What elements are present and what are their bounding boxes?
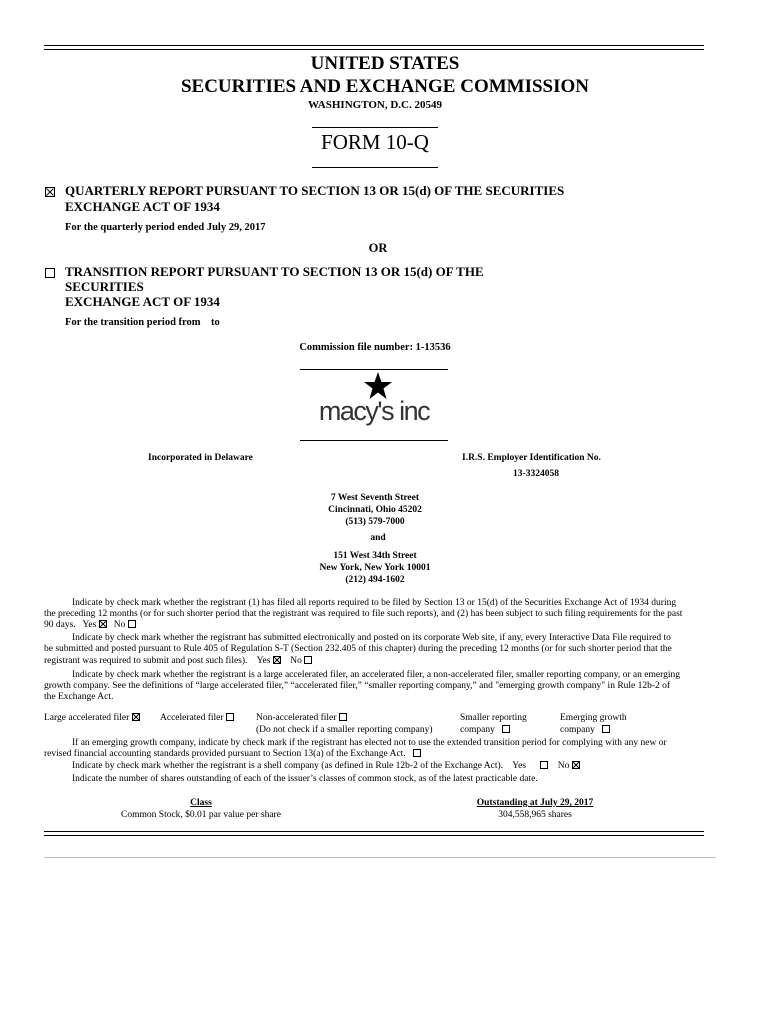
address2-city: New York, New York 10001 xyxy=(319,563,431,573)
commission-file-number: Commission file number: 1-13536 xyxy=(299,342,451,353)
para2-line-3-text: registrant was required to submit and post such files). xyxy=(44,656,248,666)
title-line-2: SECURITIES AND EXCHANGE COMMISSION xyxy=(180,76,590,97)
para1-no-checkbox[interactable] xyxy=(128,620,136,628)
top-rule-1 xyxy=(44,45,704,46)
transition-line-1: TRANSITION REPORT PURSUANT TO SECTION 13 OR 15(d) OF THE xyxy=(65,264,484,279)
form-title: FORM 10-Q xyxy=(321,130,429,154)
location: WASHINGTON, D.C. 20549 xyxy=(308,99,442,111)
class-header: Class xyxy=(190,798,212,808)
accelerated-filer-checkbox[interactable] xyxy=(226,713,234,721)
para1-yes-checkbox[interactable] xyxy=(99,620,107,628)
address1-city: Cincinnati, Ohio 45202 xyxy=(328,505,422,515)
outstanding-value: 304,558,965 shares xyxy=(498,810,572,820)
emerging-growth-line-2: company xyxy=(560,725,595,735)
para2-yes-checkbox[interactable] xyxy=(273,656,281,664)
logo-rule-top xyxy=(300,369,448,370)
macys-logo: macy's inc xyxy=(318,396,430,426)
address1-phone: (513) 579-7000 xyxy=(345,517,405,527)
smaller-reporting-line-1: Smaller reporting xyxy=(460,713,527,723)
para5-text: Indicate by check mark whether the registrant is a shell company (as defined in Rule 12b-2 of the Exchange Act). xyxy=(72,761,504,771)
class-value: Common Stock, $0.01 par value per share xyxy=(121,810,281,820)
para5-no-checkbox[interactable] xyxy=(572,761,580,769)
outstanding-header: Outstanding at July 29, 2017 xyxy=(476,798,594,808)
para1-line-1: Indicate by check mark whether the registrant (1) has filed all reports required to be filed by Section 13 or 15(d) of the Securities Exchange Act of 1934 during xyxy=(72,598,677,608)
para1-no-label: No xyxy=(113,620,126,630)
non-accelerated-filer-checkbox[interactable] xyxy=(339,713,347,721)
para1-line-2: the preceding 12 months (or for such shorter period that the registrant was required to file such reports), and (2) has been subject to such filing requirements for the past xyxy=(44,609,683,619)
non-accelerated-note: (Do not check if a smaller reporting company) xyxy=(256,725,433,735)
para5-yes-checkbox[interactable] xyxy=(540,761,548,769)
para5 xyxy=(72,761,580,773)
address1-street: 7 West Seventh Street xyxy=(330,493,420,503)
quarterly-checkbox[interactable] xyxy=(45,184,55,200)
address2-phone: (212) 494-1602 xyxy=(345,575,405,585)
para2-line-3 xyxy=(44,656,312,668)
address2-street: 151 West 34th Street xyxy=(333,551,417,561)
para2-line-1: Indicate by check mark whether the registrant has submitted electronically and posted on its corporate Web site, if any, every Interactive Data File required to xyxy=(72,633,671,643)
para3-line-1: Indicate by check mark whether the registrant is a large accelerated filer, an accelerated filer, a non-accelerated filer, smaller reporting company, or an emerging xyxy=(72,670,680,680)
para3-line-3: the Exchange Act. xyxy=(44,692,114,702)
para2-no-label: No xyxy=(290,656,302,666)
para1-yes-label: Yes xyxy=(82,620,97,630)
transition-line-2: SECURITIES xyxy=(65,279,144,294)
irs-label: I.R.S. Employer Identification No. xyxy=(462,453,601,463)
emerging-growth-company xyxy=(560,725,610,737)
para4-line-2-text: revised financial accounting standards provided pursuant to Section 13(a) of the Exchange Act. xyxy=(44,749,406,759)
bottom-rule-1 xyxy=(44,831,704,832)
quarterly-line-2: EXCHANGE ACT OF 1934 xyxy=(65,199,220,214)
irs-number: 13-3324058 xyxy=(513,469,559,479)
transition-period: For the transition period from to xyxy=(65,317,220,328)
para5-yes-label: Yes xyxy=(512,761,527,771)
non-accelerated-filer-label: Non-accelerated filer xyxy=(256,713,337,723)
para4-line-2 xyxy=(44,749,421,761)
form-rule-top xyxy=(312,127,438,128)
bottom-rule-2 xyxy=(44,835,704,836)
or-label: OR xyxy=(368,241,388,255)
smaller-reporting-line-2: company xyxy=(460,725,495,735)
para3-line-2: growth company. See the definitions of “large accelerated filer,” “accelerated filer,” “smaller reporting company,” and "emerging growth company" in Rule 12b-2 of xyxy=(44,681,671,691)
emerging-growth-line-1: Emerging growth xyxy=(560,713,627,723)
para2-no-checkbox[interactable] xyxy=(304,656,312,664)
para2-yes-label: Yes xyxy=(256,656,271,666)
incorporated-label: Incorporated in Delaware xyxy=(148,453,253,463)
smaller-reporting-company xyxy=(460,725,510,737)
form-rule-bottom xyxy=(312,167,438,168)
top-rule-2 xyxy=(44,49,704,50)
emerging-growth-checkbox[interactable] xyxy=(602,725,610,733)
accelerated-filer-label: Accelerated filer xyxy=(160,713,224,723)
logo-rule-bottom xyxy=(300,440,448,441)
transition-checkbox[interactable] xyxy=(45,265,55,281)
para5-no-label: No xyxy=(557,761,570,771)
non-accelerated-filer xyxy=(256,713,347,725)
transition-line-3: EXCHANGE ACT OF 1934 xyxy=(65,294,220,309)
quarterly-line-1: QUARTERLY REPORT PURSUANT TO SECTION 13 OR 15(d) OF THE SECURITIES xyxy=(65,183,565,198)
empty-box-icon xyxy=(45,268,55,278)
large-accelerated-filer xyxy=(44,713,140,725)
title-line-1: UNITED STATES xyxy=(310,53,460,74)
checked-box-icon xyxy=(45,187,55,197)
large-accelerated-filer-checkbox[interactable] xyxy=(132,713,140,721)
para6: Indicate the number of shares outstanding of each of the issuer’s classes of common stock, as of the latest practicable date. xyxy=(72,774,538,784)
large-accelerated-filer-label: Large accelerated filer xyxy=(44,713,130,723)
smaller-reporting-checkbox[interactable] xyxy=(502,725,510,733)
para1-line-3 xyxy=(44,620,136,632)
para4-line-1: If an emerging growth company, indicate by check mark if the registrant has elected not to use the extended transition period for complying with any new or xyxy=(72,738,667,748)
para1-line-3-text: 90 days. xyxy=(44,620,76,630)
para2-line-2: be submitted and posted pursuant to Rule 405 of Regulation S-T (Section 232.405 of this chapter) during the preceding 12 months (or for such shorter period that the xyxy=(44,644,672,654)
quarterly-period: For the quarterly period ended July 29, 2017 xyxy=(65,222,266,233)
page-divider xyxy=(44,857,716,858)
accelerated-filer xyxy=(160,713,234,725)
and-label: and xyxy=(370,533,386,543)
para4-checkbox[interactable] xyxy=(413,749,421,757)
